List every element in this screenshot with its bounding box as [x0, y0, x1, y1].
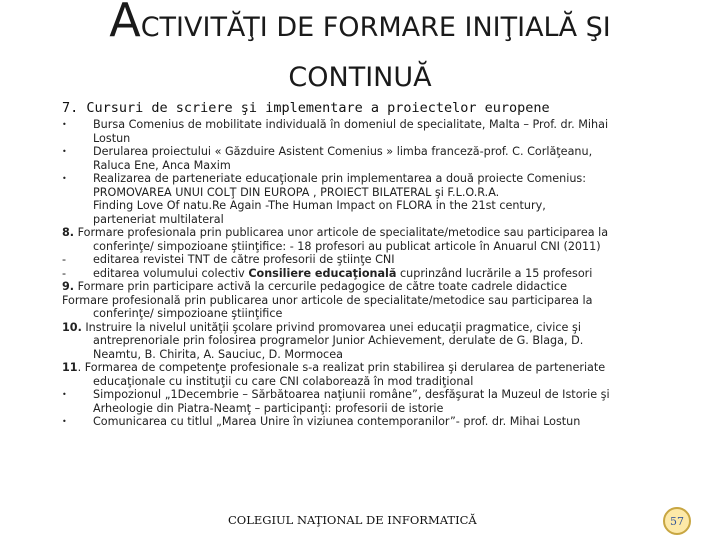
list-item — [62, 415, 662, 429]
bullet-icon: • — [62, 390, 67, 399]
item-text: Realizarea de parteneriate educaţionale prin implementarea a două proiecte Comenius: — [93, 172, 587, 185]
slide-title-line2: CONTINUĂ — [288, 62, 432, 93]
bullet-icon: • — [62, 417, 67, 426]
list-item-continuation: conferinţe/ simpozioane ştiinţifice: - 18 profesori au publicat articole în Anuarul CNI (2011) — [93, 239, 601, 253]
item-number: 9. — [62, 280, 75, 293]
dash-marker: - — [62, 253, 67, 266]
list-item-continuation: conferinţe/ simpozioane ştiinţifice — [93, 307, 283, 320]
list-item-continuation: Finding Love Of natu.Re Again -The Human Impact on FLORA in the 21st century, — [93, 199, 546, 212]
item-text: editarea volumului colectiv — [93, 266, 249, 280]
item-text: editarea revistei TNT de către profesorii de ştiinţe CNI — [93, 253, 395, 266]
dash-item — [62, 267, 662, 281]
bullet-icon: • — [62, 174, 67, 183]
list-item-continuation: Neamtu, B. Chirita, A. Sauciuc, D. Mormocea — [93, 347, 343, 361]
list-item-continuation: parteneriat multilateral — [93, 212, 224, 226]
section-heading: 7. Cursuri de scriere şi implementare a proiectelor europene — [62, 100, 550, 116]
item-text-bold: Consiliere educaţională — [248, 266, 397, 280]
paragraph-line: Formare profesională prin publicarea unor articole de specialitate/metodice sau participarea la — [62, 293, 593, 307]
item-text: Comunicarea cu titlul „Marea Unire în viziunea contemporanilor”- prof. dr. Mihai Lostun — [93, 415, 581, 428]
item-number: 11 — [62, 361, 78, 374]
item-number: 10. — [62, 320, 82, 334]
item-text: Derularea proiectului « Găzduire Asistent Comenius » limba franceză-prof. C. Corlăţeanu, — [93, 145, 593, 158]
dash-item — [62, 253, 662, 267]
page-number-badge: 57 — [663, 507, 691, 535]
list-item — [62, 118, 662, 132]
item-text: Formare prin participare activă la cercurile pedagogice de către toate cadrele didactice — [74, 280, 567, 293]
slide-title-line1 — [0, 0, 720, 47]
item-text: cuprinzând lucrările a 15 profesori — [396, 266, 593, 280]
list-item-continuation: PROMOVAREA UNUI COLŢ DIN EUROPA , PROIECT BILATERAL şi F.L.O.R.A. — [93, 185, 500, 199]
footer-text: COLEGIUL NAŢIONAL DE INFORMATICĂ — [228, 513, 477, 527]
bullet-icon: • — [62, 147, 67, 156]
numbered-item-8 — [62, 226, 662, 240]
numbered-item-9 — [62, 280, 662, 294]
item-number: 8. — [62, 226, 75, 239]
item-text: Simpozionul „1Decembrie – Sărbătoarea naţiunii române”, desfăşurat la Muzeul de Istorie şi — [93, 388, 610, 401]
item-text: Bursa Comenius de mobilitate individuală în domeniul de specialitate, Malta – Prof. dr. Mihai — [93, 118, 609, 131]
item-text: . Formarea de competenţe profesionale s-a realizat prin stabilirea şi derularea de parteneriate — [77, 361, 606, 374]
item-text: Formare profesionala prin publicarea unor articole de specialitate/metodice sau participarea la — [74, 226, 609, 239]
list-item-continuation: Lostun — [93, 131, 131, 145]
slide-body — [62, 118, 662, 429]
item-text: Instruire la nivelul unităţii şcolare privind promovarea unei educaţii pragmatice, civice şi — [81, 320, 581, 334]
list-item-continuation: antreprenoriale prin folosirea programelor Junior Achievement, derulate de G. Blaga, D. — [93, 334, 584, 347]
list-item — [62, 388, 662, 402]
list-item-continuation: Raluca Ene, Anca Maxim — [93, 158, 231, 172]
title-first-letter: A — [109, 0, 141, 47]
list-item — [62, 172, 662, 186]
list-item — [62, 145, 662, 159]
numbered-item-10 — [62, 321, 662, 335]
list-item-continuation: Arheologie din Piatra-Neamţ – participanţi: profesorii de istorie — [93, 401, 444, 415]
list-item-continuation: educaţionale cu instituţii cu care CNI colaborează în mod tradiţional — [93, 374, 474, 388]
title-line1-rest: CTIVITĂŢI DE FORMARE INIŢIALĂ ŞI — [140, 12, 611, 43]
dash-marker: - — [62, 266, 67, 280]
bullet-icon: • — [62, 120, 67, 129]
numbered-item-11 — [62, 361, 662, 375]
